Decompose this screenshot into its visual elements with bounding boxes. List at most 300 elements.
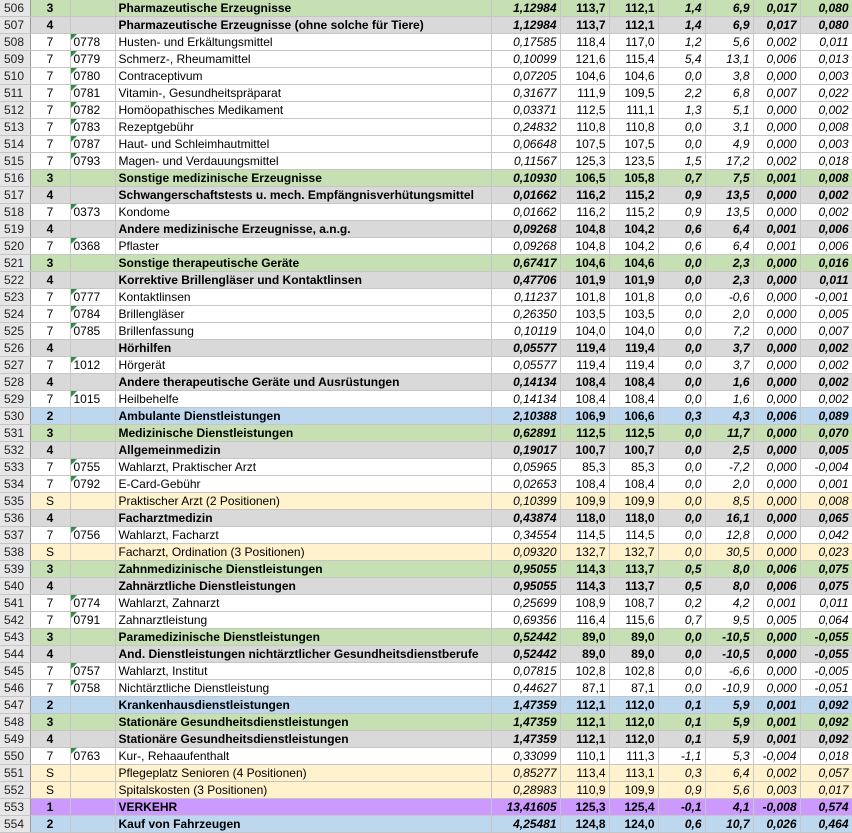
table-row[interactable] xyxy=(0,221,852,238)
row-header[interactable]: 547 xyxy=(0,697,30,714)
change-month-cell[interactable]: 0,7 xyxy=(658,170,705,187)
change-year-cell[interactable]: 5,9 xyxy=(705,731,753,748)
contribution-month-cell[interactable]: 0,000 xyxy=(753,102,800,119)
index-current-cell[interactable]: 100,7 xyxy=(560,442,609,459)
index-previous-cell[interactable]: 115,2 xyxy=(609,204,658,221)
code-cell[interactable]: 0779 xyxy=(70,51,115,68)
change-year-cell[interactable]: 1,6 xyxy=(705,391,753,408)
level-cell[interactable]: 7 xyxy=(30,595,70,612)
code-cell[interactable] xyxy=(70,629,115,646)
row-header[interactable]: 509 xyxy=(0,51,30,68)
level-cell[interactable]: 4 xyxy=(30,442,70,459)
index-current-cell[interactable]: 132,7 xyxy=(560,544,609,561)
row-header[interactable]: 536 xyxy=(0,510,30,527)
code-cell[interactable] xyxy=(70,799,115,816)
description-cell[interactable]: Heilbehelfe xyxy=(115,391,491,408)
table-row[interactable] xyxy=(0,425,852,442)
change-year-cell[interactable]: 12,8 xyxy=(705,527,753,544)
contribution-month-cell[interactable]: 0,003 xyxy=(753,782,800,799)
code-cell[interactable] xyxy=(70,697,115,714)
change-month-cell[interactable]: 0,0 xyxy=(658,306,705,323)
change-month-cell[interactable]: 0,6 xyxy=(658,816,705,833)
row-header[interactable]: 546 xyxy=(0,680,30,697)
description-cell[interactable]: Wahlarzt, Institut xyxy=(115,663,491,680)
weight-cell[interactable]: 0,14134 xyxy=(491,391,560,408)
change-month-cell[interactable]: 0,0 xyxy=(658,646,705,663)
table-row[interactable] xyxy=(0,85,852,102)
weight-cell[interactable]: 0,95055 xyxy=(491,561,560,578)
index-current-cell[interactable]: 121,6 xyxy=(560,51,609,68)
index-current-cell[interactable]: 103,5 xyxy=(560,306,609,323)
description-cell[interactable]: Praktischer Arzt (2 Positionen) xyxy=(115,493,491,510)
contribution-month-cell[interactable]: 0,000 xyxy=(753,459,800,476)
row-header[interactable]: 510 xyxy=(0,68,30,85)
row-header[interactable]: 520 xyxy=(0,238,30,255)
table-row[interactable] xyxy=(0,102,852,119)
level-cell[interactable]: S xyxy=(30,493,70,510)
table-row[interactable] xyxy=(0,408,852,425)
contribution-month-cell[interactable]: 0,001 xyxy=(753,731,800,748)
contribution-year-cell[interactable]: 0,070 xyxy=(800,425,852,442)
index-previous-cell[interactable]: 108,7 xyxy=(609,595,658,612)
weight-cell[interactable]: 0,33099 xyxy=(491,748,560,765)
change-month-cell[interactable]: 1,4 xyxy=(658,0,705,17)
contribution-month-cell[interactable]: 0,006 xyxy=(753,578,800,595)
level-cell[interactable]: 7 xyxy=(30,459,70,476)
change-year-cell[interactable]: 11,7 xyxy=(705,425,753,442)
contribution-year-cell[interactable]: 0,092 xyxy=(800,714,852,731)
index-current-cell[interactable]: 106,9 xyxy=(560,408,609,425)
index-current-cell[interactable]: 108,9 xyxy=(560,595,609,612)
description-cell[interactable]: E-Card-Gebühr xyxy=(115,476,491,493)
contribution-month-cell[interactable]: 0,000 xyxy=(753,544,800,561)
description-cell[interactable]: Sonstige medizinische Erzeugnisse xyxy=(115,170,491,187)
weight-cell[interactable]: 0,07205 xyxy=(491,68,560,85)
contribution-month-cell[interactable]: -0,008 xyxy=(753,799,800,816)
change-year-cell[interactable]: 4,1 xyxy=(705,799,753,816)
description-cell[interactable]: Wahlarzt, Facharzt xyxy=(115,527,491,544)
level-cell[interactable]: 4 xyxy=(30,187,70,204)
level-cell[interactable]: 2 xyxy=(30,408,70,425)
weight-cell[interactable]: 0,25699 xyxy=(491,595,560,612)
contribution-month-cell[interactable]: 0,000 xyxy=(753,119,800,136)
code-cell[interactable]: 1015 xyxy=(70,391,115,408)
change-month-cell[interactable]: 2,2 xyxy=(658,85,705,102)
index-previous-cell[interactable]: 107,5 xyxy=(609,136,658,153)
description-cell[interactable]: Hörhilfen xyxy=(115,340,491,357)
code-cell[interactable]: 0756 xyxy=(70,527,115,544)
description-cell[interactable]: VERKEHR xyxy=(115,799,491,816)
index-previous-cell[interactable]: 104,6 xyxy=(609,255,658,272)
table-row[interactable] xyxy=(0,714,852,731)
code-cell[interactable]: 0373 xyxy=(70,204,115,221)
weight-cell[interactable]: 1,12984 xyxy=(491,0,560,17)
change-month-cell[interactable]: 0,9 xyxy=(658,204,705,221)
row-header[interactable]: 521 xyxy=(0,255,30,272)
description-cell[interactable]: Zahnärztliche Dienstleistungen xyxy=(115,578,491,595)
change-year-cell[interactable]: -6,6 xyxy=(705,663,753,680)
description-cell[interactable]: Pflegeplatz Senioren (4 Positionen) xyxy=(115,765,491,782)
contribution-year-cell[interactable]: 0,002 xyxy=(800,357,852,374)
table-row[interactable] xyxy=(0,17,852,34)
code-cell[interactable]: 0782 xyxy=(70,102,115,119)
contribution-month-cell[interactable]: 0,001 xyxy=(753,170,800,187)
contribution-month-cell[interactable]: 0,026 xyxy=(753,816,800,833)
index-current-cell[interactable]: 108,4 xyxy=(560,391,609,408)
contribution-year-cell[interactable]: 0,006 xyxy=(800,221,852,238)
contribution-month-cell[interactable]: 0,000 xyxy=(753,646,800,663)
level-cell[interactable]: 4 xyxy=(30,17,70,34)
change-year-cell[interactable]: 5,3 xyxy=(705,748,753,765)
code-cell[interactable]: 0757 xyxy=(70,663,115,680)
table-row[interactable] xyxy=(0,0,852,17)
contribution-year-cell[interactable]: 0,002 xyxy=(800,391,852,408)
index-previous-cell[interactable]: 108,4 xyxy=(609,476,658,493)
row-header[interactable]: 511 xyxy=(0,85,30,102)
weight-cell[interactable]: 0,26350 xyxy=(491,306,560,323)
contribution-month-cell[interactable]: 0,001 xyxy=(753,714,800,731)
row-header[interactable]: 552 xyxy=(0,782,30,799)
index-previous-cell[interactable]: 113,7 xyxy=(609,578,658,595)
change-month-cell[interactable]: 0,0 xyxy=(658,459,705,476)
level-cell[interactable]: 7 xyxy=(30,323,70,340)
description-cell[interactable]: Kondome xyxy=(115,204,491,221)
index-previous-cell[interactable]: 104,2 xyxy=(609,221,658,238)
code-cell[interactable]: 0783 xyxy=(70,119,115,136)
code-cell[interactable] xyxy=(70,272,115,289)
index-current-cell[interactable]: 109,9 xyxy=(560,493,609,510)
weight-cell[interactable]: 0,24832 xyxy=(491,119,560,136)
index-previous-cell[interactable]: 87,1 xyxy=(609,680,658,697)
change-year-cell[interactable]: 10,7 xyxy=(705,816,753,833)
change-year-cell[interactable]: 6,8 xyxy=(705,85,753,102)
index-current-cell[interactable]: 110,8 xyxy=(560,119,609,136)
index-current-cell[interactable]: 108,4 xyxy=(560,374,609,391)
contribution-year-cell[interactable]: 0,002 xyxy=(800,204,852,221)
description-cell[interactable]: Husten- und Erkältungsmittel xyxy=(115,34,491,51)
contribution-month-cell[interactable]: 0,000 xyxy=(753,442,800,459)
code-cell[interactable]: 0778 xyxy=(70,34,115,51)
row-header[interactable]: 551 xyxy=(0,765,30,782)
description-cell[interactable]: Homöopathisches Medikament xyxy=(115,102,491,119)
contribution-month-cell[interactable]: 0,006 xyxy=(753,408,800,425)
description-cell[interactable]: Medizinische Dienstleistungen xyxy=(115,425,491,442)
level-cell[interactable]: 3 xyxy=(30,629,70,646)
index-current-cell[interactable]: 101,9 xyxy=(560,272,609,289)
table-row[interactable] xyxy=(0,289,852,306)
code-cell[interactable]: 0793 xyxy=(70,153,115,170)
index-previous-cell[interactable]: 100,7 xyxy=(609,442,658,459)
row-header[interactable]: 507 xyxy=(0,17,30,34)
code-cell[interactable] xyxy=(70,714,115,731)
table-row[interactable] xyxy=(0,680,852,697)
description-cell[interactable]: Contraceptivum xyxy=(115,68,491,85)
contribution-month-cell[interactable]: -0,004 xyxy=(753,748,800,765)
weight-cell[interactable]: 0,34554 xyxy=(491,527,560,544)
index-previous-cell[interactable]: 113,7 xyxy=(609,561,658,578)
description-cell[interactable]: Brillenfassung xyxy=(115,323,491,340)
level-cell[interactable]: 7 xyxy=(30,527,70,544)
index-previous-cell[interactable]: 112,0 xyxy=(609,731,658,748)
change-year-cell[interactable]: 8,0 xyxy=(705,578,753,595)
weight-cell[interactable]: 0,11567 xyxy=(491,153,560,170)
change-month-cell[interactable]: -1,1 xyxy=(658,748,705,765)
change-year-cell[interactable]: 8,5 xyxy=(705,493,753,510)
change-year-cell[interactable]: 6,4 xyxy=(705,221,753,238)
level-cell[interactable]: 7 xyxy=(30,204,70,221)
change-month-cell[interactable]: 0,0 xyxy=(658,374,705,391)
contribution-year-cell[interactable]: 0,018 xyxy=(800,153,852,170)
table-row[interactable] xyxy=(0,799,852,816)
table-row[interactable] xyxy=(0,442,852,459)
change-year-cell[interactable]: 6,4 xyxy=(705,765,753,782)
contribution-year-cell[interactable]: 0,092 xyxy=(800,697,852,714)
index-current-cell[interactable]: 112,1 xyxy=(560,697,609,714)
level-cell[interactable]: 7 xyxy=(30,153,70,170)
description-cell[interactable]: Rezeptgebühr xyxy=(115,119,491,136)
change-month-cell[interactable]: 0,0 xyxy=(658,136,705,153)
change-month-cell[interactable]: 0,9 xyxy=(658,782,705,799)
index-previous-cell[interactable]: 114,5 xyxy=(609,527,658,544)
contribution-year-cell[interactable]: 0,003 xyxy=(800,68,852,85)
level-cell[interactable]: 3 xyxy=(30,255,70,272)
index-previous-cell[interactable]: 112,5 xyxy=(609,425,658,442)
change-month-cell[interactable]: 0,0 xyxy=(658,289,705,306)
change-month-cell[interactable]: 0,0 xyxy=(658,442,705,459)
table-row[interactable] xyxy=(0,595,852,612)
change-year-cell[interactable]: 2,5 xyxy=(705,442,753,459)
contribution-year-cell[interactable]: 0,080 xyxy=(800,17,852,34)
index-previous-cell[interactable]: 109,5 xyxy=(609,85,658,102)
weight-cell[interactable]: 0,52442 xyxy=(491,629,560,646)
row-header[interactable]: 517 xyxy=(0,187,30,204)
index-current-cell[interactable]: 125,3 xyxy=(560,799,609,816)
weight-cell[interactable]: 0,09268 xyxy=(491,238,560,255)
row-header[interactable]: 534 xyxy=(0,476,30,493)
change-month-cell[interactable]: 0,0 xyxy=(658,272,705,289)
table-row[interactable] xyxy=(0,170,852,187)
contribution-month-cell[interactable]: 0,000 xyxy=(753,289,800,306)
change-month-cell[interactable]: 0,6 xyxy=(658,238,705,255)
change-month-cell[interactable]: 0,9 xyxy=(658,187,705,204)
contribution-month-cell[interactable]: 0,000 xyxy=(753,510,800,527)
row-header[interactable]: 518 xyxy=(0,204,30,221)
level-cell[interactable]: 7 xyxy=(30,238,70,255)
contribution-month-cell[interactable]: 0,017 xyxy=(753,0,800,17)
index-previous-cell[interactable]: 118,0 xyxy=(609,510,658,527)
change-year-cell[interactable]: 5,1 xyxy=(705,102,753,119)
weight-cell[interactable]: 0,43874 xyxy=(491,510,560,527)
row-header[interactable]: 540 xyxy=(0,578,30,595)
level-cell[interactable]: S xyxy=(30,765,70,782)
level-cell[interactable]: 4 xyxy=(30,510,70,527)
code-cell[interactable]: 0791 xyxy=(70,612,115,629)
contribution-month-cell[interactable]: 0,000 xyxy=(753,204,800,221)
weight-cell[interactable]: 0,17585 xyxy=(491,34,560,51)
change-year-cell[interactable]: 8,0 xyxy=(705,561,753,578)
description-cell[interactable]: Magen- und Verdauungsmittel xyxy=(115,153,491,170)
index-current-cell[interactable]: 89,0 xyxy=(560,646,609,663)
index-current-cell[interactable]: 112,5 xyxy=(560,102,609,119)
table-row[interactable] xyxy=(0,697,852,714)
change-month-cell[interactable]: 0,0 xyxy=(658,510,705,527)
code-cell[interactable]: 0787 xyxy=(70,136,115,153)
index-current-cell[interactable]: 113,7 xyxy=(560,0,609,17)
contribution-year-cell[interactable]: 0,464 xyxy=(800,816,852,833)
table-row[interactable] xyxy=(0,459,852,476)
change-month-cell[interactable]: -0,1 xyxy=(658,799,705,816)
contribution-month-cell[interactable]: 0,001 xyxy=(753,221,800,238)
row-header[interactable]: 542 xyxy=(0,612,30,629)
weight-cell[interactable]: 0,10930 xyxy=(491,170,560,187)
change-year-cell[interactable]: 1,6 xyxy=(705,374,753,391)
weight-cell[interactable]: 0,19017 xyxy=(491,442,560,459)
weight-cell[interactable]: 0,01662 xyxy=(491,187,560,204)
change-month-cell[interactable]: 1,2 xyxy=(658,34,705,51)
description-cell[interactable]: Hörgerät xyxy=(115,357,491,374)
index-previous-cell[interactable]: 117,0 xyxy=(609,34,658,51)
description-cell[interactable]: Allgemeinmedizin xyxy=(115,442,491,459)
weight-cell[interactable]: 0,31677 xyxy=(491,85,560,102)
contribution-year-cell[interactable]: 0,089 xyxy=(800,408,852,425)
contribution-year-cell[interactable]: 0,008 xyxy=(800,119,852,136)
table-row[interactable] xyxy=(0,374,852,391)
change-year-cell[interactable]: -0,6 xyxy=(705,289,753,306)
weight-cell[interactable]: 0,05965 xyxy=(491,459,560,476)
level-cell[interactable]: 7 xyxy=(30,85,70,102)
row-header[interactable]: 554 xyxy=(0,816,30,833)
index-current-cell[interactable]: 106,5 xyxy=(560,170,609,187)
row-header[interactable]: 512 xyxy=(0,102,30,119)
level-cell[interactable]: 2 xyxy=(30,697,70,714)
table-row[interactable] xyxy=(0,731,852,748)
level-cell[interactable]: 3 xyxy=(30,561,70,578)
change-month-cell[interactable]: 0,5 xyxy=(658,561,705,578)
row-header[interactable]: 527 xyxy=(0,357,30,374)
table-row[interactable] xyxy=(0,782,852,799)
level-cell[interactable]: 4 xyxy=(30,272,70,289)
change-year-cell[interactable]: -7,2 xyxy=(705,459,753,476)
table-row[interactable] xyxy=(0,153,852,170)
description-cell[interactable]: Brillengläser xyxy=(115,306,491,323)
index-previous-cell[interactable]: 111,3 xyxy=(609,748,658,765)
change-year-cell[interactable]: 3,1 xyxy=(705,119,753,136)
change-month-cell[interactable]: 1,4 xyxy=(658,17,705,34)
index-previous-cell[interactable]: 104,2 xyxy=(609,238,658,255)
index-current-cell[interactable]: 104,8 xyxy=(560,221,609,238)
index-current-cell[interactable]: 112,1 xyxy=(560,714,609,731)
code-cell[interactable] xyxy=(70,187,115,204)
contribution-month-cell[interactable]: 0,017 xyxy=(753,17,800,34)
contribution-year-cell[interactable]: -0,055 xyxy=(800,646,852,663)
description-cell[interactable]: Pharmazeutische Erzeugnisse xyxy=(115,0,491,17)
change-year-cell[interactable]: 3,7 xyxy=(705,340,753,357)
index-previous-cell[interactable]: 112,1 xyxy=(609,17,658,34)
contribution-year-cell[interactable]: 0,008 xyxy=(800,170,852,187)
weight-cell[interactable]: 1,47359 xyxy=(491,697,560,714)
contribution-year-cell[interactable]: 0,016 xyxy=(800,255,852,272)
index-current-cell[interactable]: 113,4 xyxy=(560,765,609,782)
change-month-cell[interactable]: 0,5 xyxy=(658,578,705,595)
contribution-year-cell[interactable]: 0,057 xyxy=(800,765,852,782)
code-cell[interactable]: 0781 xyxy=(70,85,115,102)
description-cell[interactable]: Paramedizinische Dienstleistungen xyxy=(115,629,491,646)
level-cell[interactable]: 7 xyxy=(30,391,70,408)
table-row[interactable] xyxy=(0,765,852,782)
table-row[interactable] xyxy=(0,68,852,85)
level-cell[interactable]: 7 xyxy=(30,612,70,629)
row-header[interactable]: 526 xyxy=(0,340,30,357)
index-current-cell[interactable]: 85,3 xyxy=(560,459,609,476)
code-cell[interactable] xyxy=(70,170,115,187)
weight-cell[interactable]: 0,05577 xyxy=(491,357,560,374)
weight-cell[interactable]: 0,69356 xyxy=(491,612,560,629)
weight-cell[interactable]: 1,47359 xyxy=(491,731,560,748)
change-year-cell[interactable]: 3,7 xyxy=(705,357,753,374)
index-previous-cell[interactable]: 106,6 xyxy=(609,408,658,425)
table-row[interactable] xyxy=(0,748,852,765)
contribution-year-cell[interactable]: 0,011 xyxy=(800,34,852,51)
change-month-cell[interactable]: 0,0 xyxy=(658,119,705,136)
contribution-year-cell[interactable]: 0,018 xyxy=(800,748,852,765)
change-month-cell[interactable]: 0,0 xyxy=(658,391,705,408)
table-row[interactable] xyxy=(0,612,852,629)
index-previous-cell[interactable]: 109,9 xyxy=(609,782,658,799)
row-header[interactable]: 550 xyxy=(0,748,30,765)
index-current-cell[interactable]: 116,2 xyxy=(560,204,609,221)
row-header[interactable]: 516 xyxy=(0,170,30,187)
change-year-cell[interactable]: 13,1 xyxy=(705,51,753,68)
contribution-month-cell[interactable]: 0,005 xyxy=(753,612,800,629)
index-current-cell[interactable]: 112,1 xyxy=(560,731,609,748)
table-row[interactable] xyxy=(0,272,852,289)
contribution-year-cell[interactable]: 0,006 xyxy=(800,238,852,255)
level-cell[interactable]: 3 xyxy=(30,0,70,17)
row-header[interactable]: 538 xyxy=(0,544,30,561)
weight-cell[interactable]: 0,02653 xyxy=(491,476,560,493)
weight-cell[interactable]: 0,09320 xyxy=(491,544,560,561)
contribution-month-cell[interactable]: 0,001 xyxy=(753,697,800,714)
weight-cell[interactable]: 0,44627 xyxy=(491,680,560,697)
change-year-cell[interactable]: 5,9 xyxy=(705,697,753,714)
change-year-cell[interactable]: 6,4 xyxy=(705,238,753,255)
change-year-cell[interactable]: 2,3 xyxy=(705,255,753,272)
contribution-year-cell[interactable]: -0,001 xyxy=(800,289,852,306)
description-cell[interactable]: Kontaktlinsen xyxy=(115,289,491,306)
table-row[interactable] xyxy=(0,340,852,357)
weight-cell[interactable]: 0,10099 xyxy=(491,51,560,68)
contribution-year-cell[interactable]: 0,092 xyxy=(800,731,852,748)
change-year-cell[interactable]: 16,1 xyxy=(705,510,753,527)
code-cell[interactable] xyxy=(70,646,115,663)
row-header[interactable]: 541 xyxy=(0,595,30,612)
change-year-cell[interactable]: -10,5 xyxy=(705,629,753,646)
row-header[interactable]: 508 xyxy=(0,34,30,51)
index-current-cell[interactable]: 110,9 xyxy=(560,782,609,799)
index-previous-cell[interactable]: 104,0 xyxy=(609,323,658,340)
contribution-year-cell[interactable]: 0,003 xyxy=(800,136,852,153)
contribution-year-cell[interactable]: 0,002 xyxy=(800,102,852,119)
code-cell[interactable]: 1012 xyxy=(70,357,115,374)
code-cell[interactable] xyxy=(70,493,115,510)
change-year-cell[interactable]: 5,6 xyxy=(705,34,753,51)
contribution-month-cell[interactable]: 0,000 xyxy=(753,68,800,85)
index-previous-cell[interactable]: 105,8 xyxy=(609,170,658,187)
description-cell[interactable]: Facharzt, Ordination (3 Positionen) xyxy=(115,544,491,561)
row-header[interactable]: 524 xyxy=(0,306,30,323)
row-header[interactable]: 528 xyxy=(0,374,30,391)
change-month-cell[interactable]: 5,4 xyxy=(658,51,705,68)
